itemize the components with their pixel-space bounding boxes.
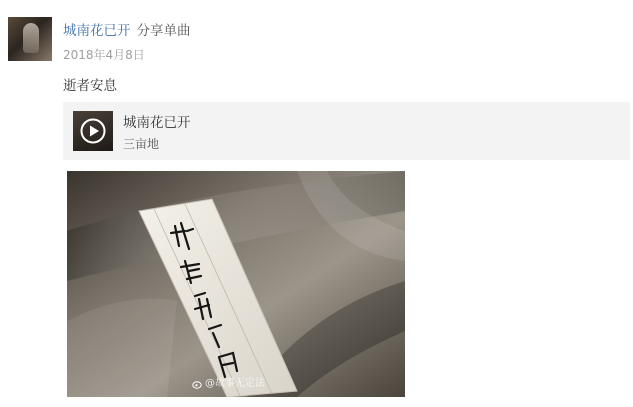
post-caption: 逝者安息 [63, 78, 117, 94]
photo-watermark [192, 378, 265, 390]
share-action-label: 分享单曲 [136, 23, 191, 39]
music-title[interactable]: 城南花已开 [123, 115, 191, 131]
weibo-icon [192, 379, 202, 389]
watermark-text: @故事无定法 [205, 378, 265, 389]
avatar-figure [23, 23, 39, 53]
user-name-link[interactable]: 城南花已开 [63, 23, 131, 39]
post-photo[interactable] [67, 171, 405, 397]
post-date: 2018年4月8日 [63, 48, 145, 62]
music-artist: 三亩地 [123, 137, 160, 151]
music-cover[interactable] [73, 111, 113, 151]
post-header [63, 22, 191, 40]
avatar[interactable] [8, 17, 52, 61]
photo-image [67, 171, 405, 397]
play-circle-icon[interactable] [79, 117, 107, 145]
music-card[interactable] [63, 102, 630, 160]
